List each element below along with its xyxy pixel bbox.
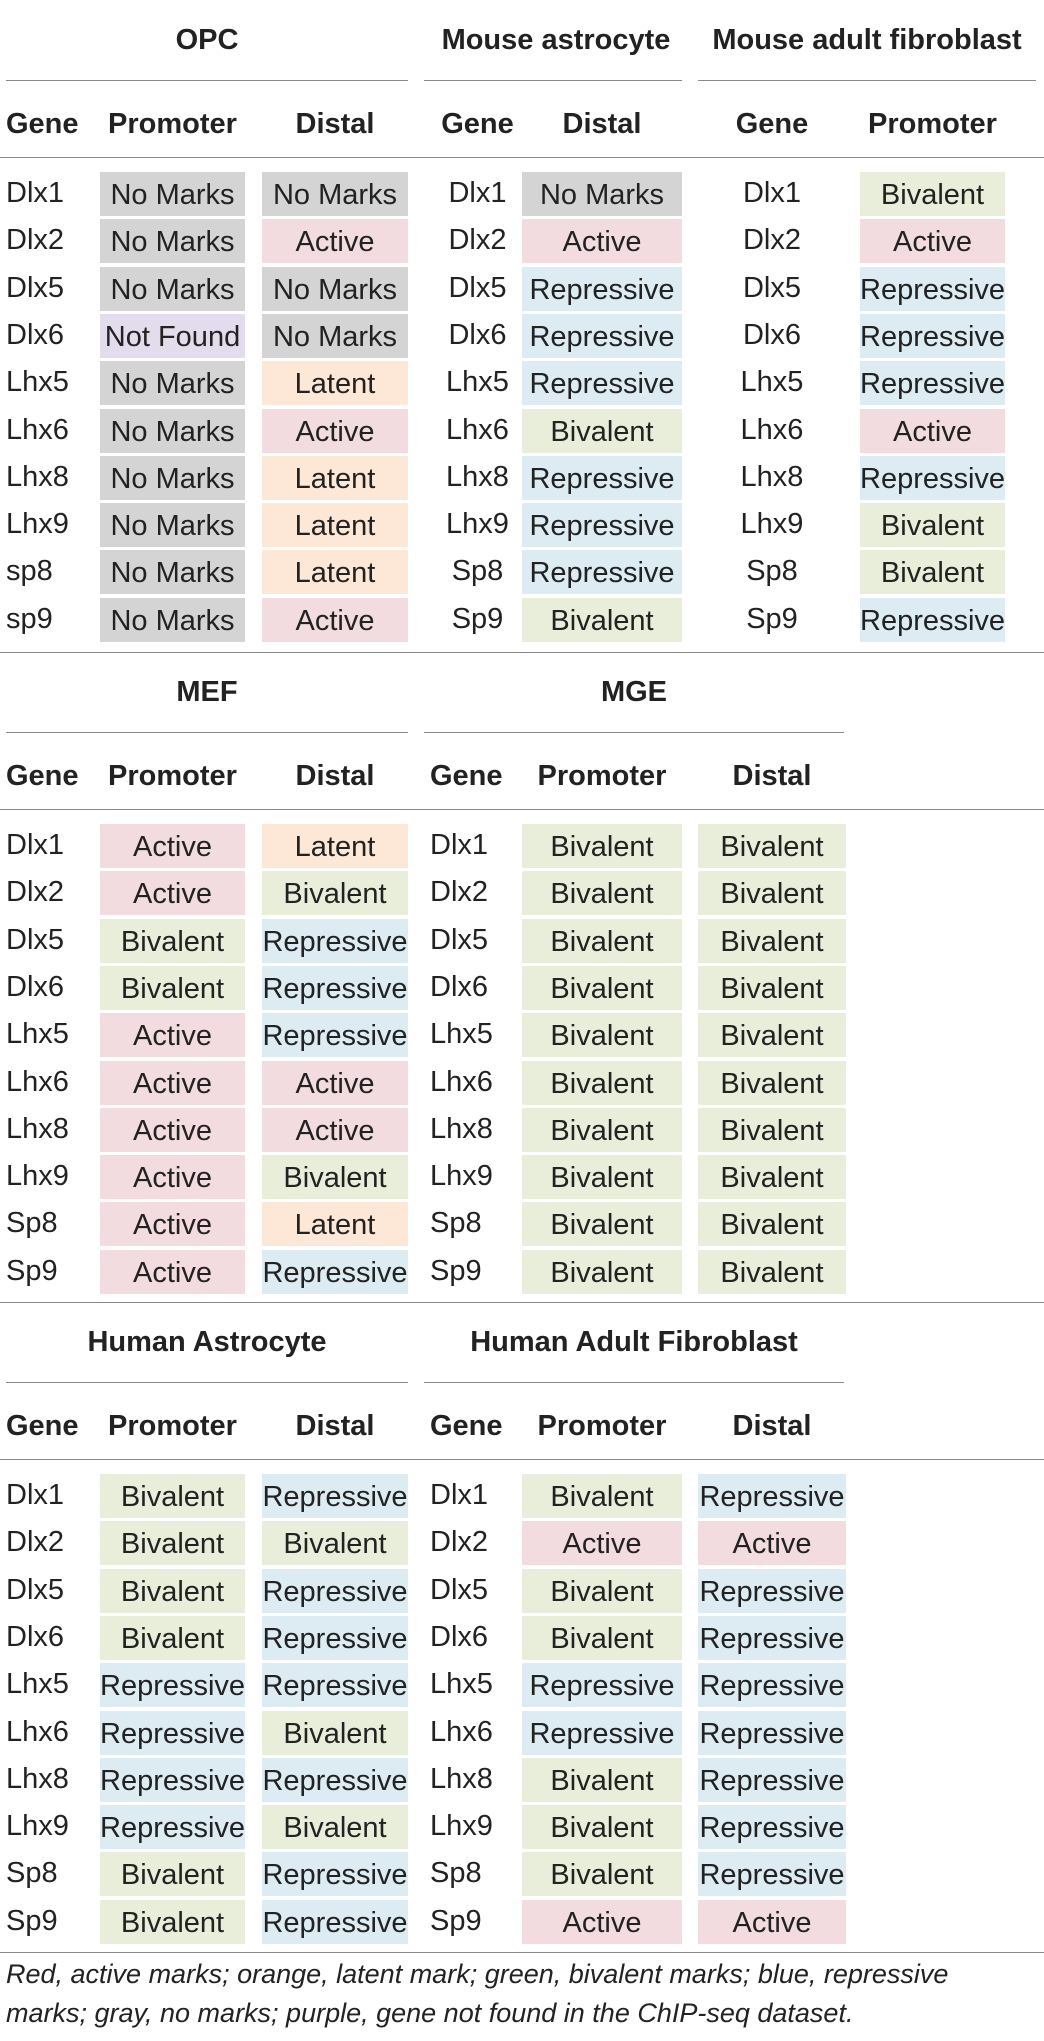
mark-cell: Bivalent — [698, 824, 846, 868]
gene-label: Dlx5 — [6, 923, 65, 956]
gene-label: Dlx1 — [742, 177, 801, 209]
mark-cell: Repressive — [698, 1758, 846, 1802]
col-header-distal: Distal — [295, 760, 375, 792]
mark-cell: Active — [860, 409, 1005, 453]
mark-cell: Bivalent — [698, 1250, 846, 1294]
gene-label: Lhx5 — [6, 1018, 69, 1051]
mark-cell: Bivalent — [522, 1758, 682, 1802]
col-header-distal: Distal — [732, 760, 812, 792]
mark-cell: Repressive — [100, 1758, 245, 1802]
gene-label: Lhx5 — [6, 366, 69, 399]
gene-label: Sp9 — [451, 602, 504, 635]
gene-label: Lhx8 — [740, 460, 804, 493]
mark-cell: Bivalent — [100, 1474, 245, 1518]
col-header-promoter: Promoter — [108, 760, 237, 792]
mark-cell: Bivalent — [522, 1061, 682, 1105]
group-underline-human-adult-fibroblast — [424, 1382, 844, 1383]
mark-cell: Bivalent — [522, 1108, 682, 1152]
mark-cell: Repressive — [522, 361, 682, 405]
mark-cell: Bivalent — [522, 871, 682, 915]
mark-cell: Bivalent — [698, 1061, 846, 1105]
mark-cell: Repressive — [100, 1711, 245, 1755]
mark-cell: Repressive — [522, 314, 682, 358]
mark-cell: Latent — [262, 550, 408, 594]
group-underline-human-astrocyte — [6, 1382, 408, 1383]
gene-label: Sp8 — [746, 555, 798, 588]
mark-cell: No Marks — [100, 267, 245, 311]
header-divider — [0, 1459, 1044, 1460]
mark-cell: Repressive — [522, 456, 682, 500]
mark-cell: No Marks — [100, 550, 245, 594]
mark-cell: Repressive — [698, 1474, 846, 1518]
gene-label: Lhx8 — [6, 460, 69, 493]
mark-cell: Active — [262, 1108, 408, 1152]
mark-cell: Repressive — [698, 1852, 846, 1896]
gene-label: Lhx6 — [446, 413, 509, 446]
mark-cell: Bivalent — [522, 966, 682, 1010]
group-title-opc: OPC — [175, 24, 239, 56]
group-underline-mge — [424, 732, 844, 733]
mark-cell: Repressive — [698, 1805, 846, 1849]
group-underline-opc — [6, 80, 408, 81]
mark-cell: Repressive — [698, 1663, 846, 1707]
mark-cell: Active — [698, 1521, 846, 1565]
mark-cell: No Marks — [262, 267, 408, 311]
mark-cell: Repressive — [262, 1569, 408, 1613]
gene-label: sp8 — [6, 555, 53, 588]
header-divider — [0, 157, 1044, 158]
col-header-gene: Gene — [6, 1410, 79, 1442]
gene-label: Dlx1 — [448, 177, 507, 209]
mark-cell: Latent — [262, 1202, 408, 1246]
mark-cell: Active — [100, 1202, 245, 1246]
col-header-gene: Gene — [441, 108, 514, 140]
mark-cell: Repressive — [522, 550, 682, 594]
col-header-distal: Distal — [562, 108, 642, 140]
mark-cell: Repressive — [860, 314, 1005, 358]
mark-cell: Bivalent — [698, 1013, 846, 1057]
gene-label: Lhx9 — [740, 508, 804, 541]
gene-label: Lhx5 — [430, 1668, 493, 1701]
mark-cell: Bivalent — [262, 1155, 408, 1199]
mark-cell: Bivalent — [100, 966, 245, 1010]
gene-label: Dlx5 — [6, 1573, 65, 1606]
mark-cell: Bivalent — [860, 503, 1005, 547]
gene-label: Dlx2 — [6, 876, 65, 909]
gene-label: Dlx6 — [742, 318, 801, 351]
mark-cell: Repressive — [100, 1663, 245, 1707]
mark-cell: No Marks — [522, 172, 682, 216]
mark-cell: Bivalent — [522, 598, 682, 642]
mark-cell: Bivalent — [698, 966, 846, 1010]
group-title-mouse-astrocyte: Mouse astrocyte — [441, 24, 671, 56]
gene-label: Lhx9 — [446, 508, 509, 541]
mark-cell: Bivalent — [100, 1852, 245, 1896]
col-header-promoter: Promoter — [108, 108, 237, 140]
gene-label: Lhx6 — [430, 1065, 493, 1098]
gene-label: Dlx5 — [6, 271, 65, 304]
mark-cell: Repressive — [698, 1569, 846, 1613]
mark-cell: Bivalent — [698, 1108, 846, 1152]
group-title-mge: MGE — [600, 676, 668, 708]
mark-cell: Bivalent — [522, 1013, 682, 1057]
mark-cell: Repressive — [262, 919, 408, 963]
mark-cell: Repressive — [262, 1758, 408, 1802]
mark-cell: Bivalent — [522, 1616, 682, 1660]
mark-cell: Bivalent — [522, 1474, 682, 1518]
mark-cell: Active — [522, 1900, 682, 1944]
group-title-human-astrocyte: Human Astrocyte — [87, 1326, 327, 1358]
mark-cell: Active — [100, 1061, 245, 1105]
gene-label: Lhx8 — [6, 1112, 69, 1145]
mark-cell: Latent — [262, 456, 408, 500]
mark-cell: Latent — [262, 503, 408, 547]
group-underline-mouse-adult-fibroblast — [698, 80, 1036, 81]
mark-cell: Not Found — [100, 314, 245, 358]
gene-label: Lhx6 — [430, 1715, 493, 1748]
gene-label: Dlx1 — [6, 1479, 65, 1511]
gene-label: Lhx6 — [6, 1715, 69, 1748]
mark-cell: Active — [860, 219, 1005, 263]
mark-cell: Repressive — [522, 503, 682, 547]
gene-label: Lhx8 — [446, 460, 509, 493]
col-header-promoter: Promoter — [537, 760, 667, 792]
mark-cell: No Marks — [262, 314, 408, 358]
mark-cell: Active — [100, 1155, 245, 1199]
gene-label: Lhx5 — [6, 1668, 69, 1701]
mark-cell: Repressive — [100, 1805, 245, 1849]
table-bottom-rule — [0, 1952, 1044, 1953]
gene-label: Dlx6 — [448, 318, 507, 351]
gene-label: Sp9 — [746, 602, 798, 635]
gene-label: Sp9 — [430, 1904, 482, 1937]
gene-label: Lhx5 — [446, 366, 509, 399]
mark-cell: Bivalent — [522, 1569, 682, 1613]
mark-cell: Active — [100, 1250, 245, 1294]
gene-label: Lhx6 — [6, 413, 69, 446]
gene-label: Lhx6 — [740, 413, 804, 446]
mark-cell: Bivalent — [698, 919, 846, 963]
mark-cell: Repressive — [262, 1616, 408, 1660]
group-underline-mef — [6, 732, 408, 733]
mark-cell: Bivalent — [100, 1569, 245, 1613]
mark-cell: Bivalent — [860, 550, 1005, 594]
mark-cell: Active — [698, 1900, 846, 1944]
mark-cell: Bivalent — [100, 1521, 245, 1565]
mark-cell: Repressive — [698, 1711, 846, 1755]
col-header-distal: Distal — [295, 1410, 375, 1442]
mark-cell: Bivalent — [522, 1852, 682, 1896]
mark-cell: Bivalent — [698, 1202, 846, 1246]
mark-cell: Repressive — [262, 1900, 408, 1944]
gene-label: Sp8 — [6, 1857, 58, 1890]
gene-label: Dlx2 — [430, 1526, 489, 1559]
header-divider — [0, 809, 1044, 810]
gene-label: Sp9 — [6, 1254, 58, 1287]
mark-cell: Bivalent — [522, 1805, 682, 1849]
gene-label: Sp9 — [6, 1904, 58, 1937]
gene-label: Lhx9 — [6, 1160, 69, 1193]
mark-cell: Repressive — [262, 1250, 408, 1294]
gene-label: sp9 — [6, 602, 53, 635]
gene-label: Dlx1 — [6, 829, 65, 861]
table-caption: Red, active marks; orange, latent mark; green, bivalent marks; blue, repressive marks; gray, no marks; purple, gene not found in the ChIP-seq dataset. — [6, 1959, 949, 2028]
mark-cell: Repressive — [262, 1852, 408, 1896]
mark-cell: Repressive — [860, 598, 1005, 642]
gene-label: Dlx2 — [430, 876, 489, 909]
gene-label: Dlx6 — [6, 1620, 65, 1653]
mark-cell: Active — [262, 409, 408, 453]
mark-cell: Active — [522, 219, 682, 263]
col-header-promoter: Promoter — [108, 1410, 237, 1442]
mark-cell: No Marks — [100, 456, 245, 500]
mark-cell: Active — [100, 871, 245, 915]
mark-cell: Repressive — [522, 267, 682, 311]
mark-cell: Repressive — [860, 456, 1005, 500]
col-header-gene: Gene — [430, 1410, 503, 1442]
mark-cell: Bivalent — [262, 1805, 408, 1849]
gene-label: Lhx5 — [430, 1018, 493, 1051]
gene-label: Lhx9 — [430, 1160, 493, 1193]
gene-label: Sp9 — [430, 1254, 482, 1287]
mark-cell: No Marks — [100, 219, 245, 263]
mark-cell: Active — [100, 1108, 245, 1152]
gene-label: Dlx6 — [430, 970, 489, 1003]
col-header-gene: Gene — [430, 760, 503, 792]
mark-cell: Bivalent — [262, 1521, 408, 1565]
gene-label: Dlx6 — [6, 318, 65, 351]
mark-cell: Bivalent — [860, 172, 1005, 216]
gene-label: Sp8 — [451, 555, 504, 588]
gene-label: Lhx8 — [6, 1762, 69, 1795]
mark-cell: Repressive — [860, 267, 1005, 311]
mark-cell: Repressive — [522, 1663, 682, 1707]
mark-cell: No Marks — [100, 409, 245, 453]
gene-label: Dlx2 — [448, 224, 507, 257]
mark-cell: Bivalent — [522, 1202, 682, 1246]
col-header-gene: Gene — [735, 108, 809, 140]
gene-label: Dlx1 — [6, 177, 65, 209]
gene-label: Dlx5 — [430, 1573, 489, 1606]
mark-cell: Bivalent — [522, 824, 682, 868]
mark-cell: Repressive — [522, 1711, 682, 1755]
mark-cell: No Marks — [100, 598, 245, 642]
group-title-mef: MEF — [176, 676, 238, 708]
group-underline-mouse-astrocyte — [424, 80, 682, 81]
gene-label: Lhx8 — [430, 1762, 493, 1795]
gene-label: Dlx5 — [430, 923, 489, 956]
mark-cell: Active — [522, 1521, 682, 1565]
gene-label: Dlx6 — [6, 970, 65, 1003]
mark-cell: Bivalent — [262, 1711, 408, 1755]
mark-cell: Repressive — [262, 966, 408, 1010]
mark-cell: Repressive — [860, 361, 1005, 405]
mark-cell: No Marks — [262, 172, 408, 216]
group-title-mouse-adult-fibroblast: Mouse adult fibroblast — [712, 24, 1022, 56]
gene-label: Dlx5 — [742, 271, 801, 304]
mark-cell: Bivalent — [522, 919, 682, 963]
mark-cell: Latent — [262, 824, 408, 868]
gene-label: Lhx6 — [6, 1065, 69, 1098]
mark-cell: No Marks — [100, 172, 245, 216]
gene-label: Dlx6 — [430, 1620, 489, 1653]
mark-cell: Bivalent — [100, 919, 245, 963]
mark-cell: Active — [262, 219, 408, 263]
mark-cell: Repressive — [262, 1474, 408, 1518]
mark-cell: Bivalent — [100, 1900, 245, 1944]
section-divider — [0, 652, 1044, 653]
gene-label: Dlx2 — [6, 1526, 65, 1559]
gene-label: Lhx9 — [6, 508, 69, 541]
gene-label: Lhx8 — [430, 1112, 493, 1145]
gene-label: Dlx5 — [448, 271, 507, 304]
gene-label: Dlx1 — [430, 829, 489, 861]
group-title-human-adult-fibroblast: Human Adult Fibroblast — [470, 1326, 798, 1358]
mark-cell: Bivalent — [100, 1616, 245, 1660]
mark-cell: Active — [262, 598, 408, 642]
gene-label: Dlx2 — [742, 224, 801, 257]
col-header-promoter: Promoter — [868, 108, 997, 140]
gene-label: Lhx9 — [430, 1810, 493, 1843]
gene-label: Dlx1 — [430, 1479, 489, 1511]
mark-cell: Bivalent — [522, 1250, 682, 1294]
section-divider — [0, 1302, 1044, 1303]
mark-cell: No Marks — [100, 503, 245, 547]
mark-cell: Repressive — [262, 1663, 408, 1707]
gene-label: Sp8 — [430, 1857, 482, 1890]
gene-label: Dlx2 — [6, 224, 65, 257]
col-header-distal: Distal — [295, 108, 375, 140]
col-header-gene: Gene — [6, 760, 79, 792]
gene-label: Sp8 — [6, 1207, 58, 1240]
mark-cell: Active — [100, 1013, 245, 1057]
mark-cell: Active — [100, 824, 245, 868]
mark-cell: Repressive — [698, 1616, 846, 1660]
col-header-gene: Gene — [6, 108, 79, 140]
mark-cell: Bivalent — [698, 871, 846, 915]
col-header-distal: Distal — [732, 1410, 812, 1442]
mark-cell: Bivalent — [522, 409, 682, 453]
mark-cell: Bivalent — [698, 1155, 846, 1199]
col-header-promoter: Promoter — [537, 1410, 667, 1442]
mark-cell: Bivalent — [262, 871, 408, 915]
mark-cell: Bivalent — [522, 1155, 682, 1199]
mark-cell: No Marks — [100, 361, 245, 405]
mark-cell: Latent — [262, 361, 408, 405]
mark-cell: Repressive — [262, 1013, 408, 1057]
gene-label: Lhx5 — [740, 366, 804, 399]
mark-cell: Active — [262, 1061, 408, 1105]
gene-label: Lhx9 — [6, 1810, 69, 1843]
gene-label: Sp8 — [430, 1207, 482, 1240]
